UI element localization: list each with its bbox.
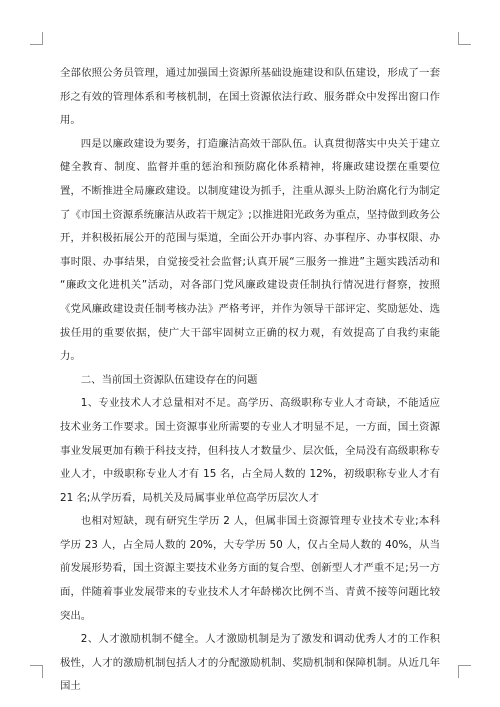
paragraph-continuation: 全部依照公务员管理，通过加强国土资源所基础设施建设和队伍建设，形成了一套形之有效的管理体系和考核机制，在国土资源依法行政、服务群众中发挥出窗口作用。: [60, 67, 440, 127]
crop-mark-bottom-right: [458, 665, 471, 678]
paragraph-incentive-mechanism: 2、人才激励机制不健全。人才激励机制是为了激发和调动优秀人才的工作积极性，人才的激励机制包括人才的分配激励机制、奖励机制和保障机制。从近几年国土: [60, 633, 440, 693]
paragraph-talent-shortage: 1、专业技术人才总量相对不足。高学历、高级职称专业人才奇缺，不能适应技术业务工作要求。国土资源事业所需要的专业人才明显不足，一方面，国土资源事业发展更加有赖于科技支持，但科技人才数量少、层次低，全局没有高级职称专业人才，中级职称专业人才有 15 名，占全局人数的 12%，初级职称专业人才有 21 名;从学历看，局机关及局属事业单位高学历层次人才: [60, 397, 440, 504]
crop-mark-bottom-left: [30, 665, 43, 678]
crop-mark-top-right: [458, 32, 471, 45]
document-body: [60, 62, 440, 699]
paragraph-education-levels: 也相对短缺，现有研究生学历 2 人，但属非国土资源管理专业技术专业;本科学历 23 人，占全局人数的 20%，大专学历 50 人，仅占全局人数的 40%，从当前发展形势看，国土资源主要技术业务方面的复合型、创新型人才严重不足;另一方面，伴随着事业发展带来的专业技术人才年龄梯次比例不当、青黄不接等问题比较突出。: [60, 515, 440, 622]
paragraph-integrity-building: 四是以廉政建设为要务，打造廉洁高效干部队伍。认真贯彻落实中央关于建立健全教育、制度、监督并重的惩治和预防腐化体系精神，将廉政建设摆在重要位置，不断推进全局廉政建设。以制度建设为抓手，注重从源头上防治腐化行为制定了《市国土资源系统廉洁从政若干规定》;以推进阳光政务为重点，坚持做到政务公开，并积极拓展公开的范围与渠道，全面公开办事内容、办事程序、办事权限、办事时限、办事结果，自觉接受社会监督;认真开展“三服务一推进”主题实践活动和 “廉政文化进机关”活动，对各部门党风廉政建设责任制执行情况进行督察，按照《党风廉政建设责任制考核办法》严格考评，并作为领导干部评定、奖励惩处、选拔任用的重要依据，使广大干部牢固树立正确的权力观，有效提高了自我约束能力。: [60, 137, 440, 363]
crop-mark-top-left: [30, 32, 43, 45]
section-heading-problems: 二、当前国土资源队伍建设存在的问题: [80, 373, 258, 386]
